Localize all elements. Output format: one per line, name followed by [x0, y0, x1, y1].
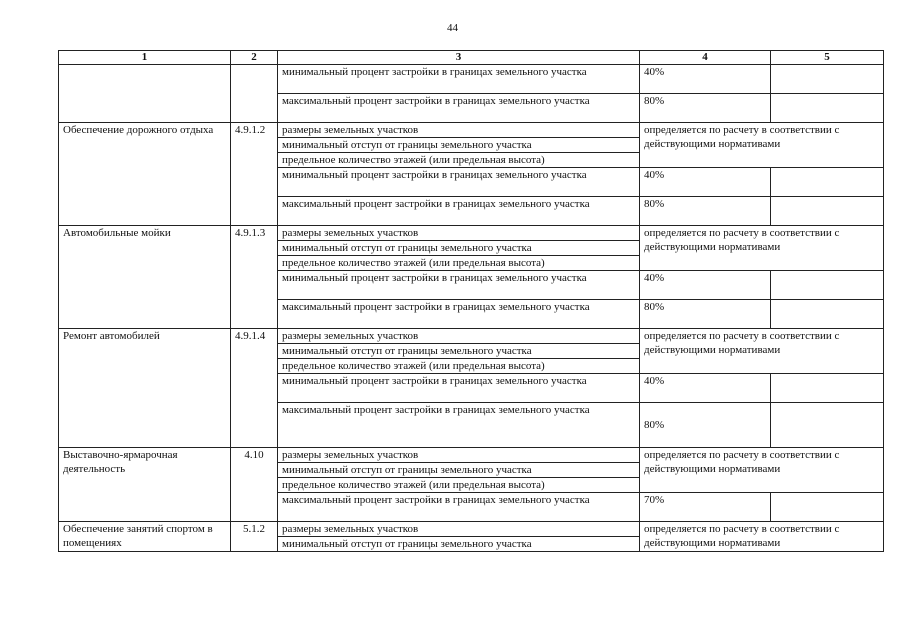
- note-cell: определяется по расчету в соответствии с действующими нормативами: [640, 123, 884, 168]
- empty-cell: [771, 374, 884, 403]
- param-cell: минимальный процент застройки в границах земельного участка: [278, 271, 640, 300]
- use-code-cell: 4.10: [231, 448, 278, 522]
- empty-cell: [771, 168, 884, 197]
- header-cell-3: 3: [278, 51, 640, 65]
- header-cell-2: 2: [231, 51, 278, 65]
- value-cell: 80%: [640, 403, 771, 448]
- param-cell: размеры земельных участков: [278, 448, 640, 463]
- value-cell: 80%: [640, 300, 771, 329]
- value-cell: 40%: [640, 374, 771, 403]
- empty-cell: [771, 493, 884, 522]
- param-cell: минимальный отступ от границы земельного участка: [278, 344, 640, 359]
- param-cell: предельное количество этажей (или предельная высота): [278, 256, 640, 271]
- param-cell: минимальный процент застройки в границах земельного участка: [278, 374, 640, 403]
- use-code-cell: [231, 65, 278, 123]
- table-row: [59, 226, 884, 241]
- page-number: 44: [447, 22, 458, 34]
- table-row: [59, 329, 884, 344]
- regulations-table: [58, 50, 884, 552]
- param-cell: максимальный процент застройки в границах земельного участка: [278, 403, 640, 448]
- use-name-cell: Обеспечение дорожного отдыха: [59, 123, 231, 226]
- param-cell: минимальный отступ от границы земельного участка: [278, 463, 640, 478]
- param-cell: размеры земельных участков: [278, 226, 640, 241]
- use-name-cell: [59, 65, 231, 123]
- param-cell: предельное количество этажей (или предельная высота): [278, 478, 640, 493]
- note-cell: определяется по расчету в соответствии с действующими нормативами: [640, 329, 884, 374]
- use-name-cell: Обеспечение занятий спортом в помещениях: [59, 522, 231, 552]
- empty-cell: [771, 403, 884, 448]
- param-cell: максимальный процент застройки в границах земельного участка: [278, 94, 640, 123]
- value-cell: 40%: [640, 65, 771, 94]
- use-name-cell: Автомобильные мойки: [59, 226, 231, 329]
- param-cell: минимальный отступ от границы земельного участка: [278, 241, 640, 256]
- note-cell: определяется по расчету в соответствии с действующими нормативами: [640, 448, 884, 493]
- param-cell: минимальный процент застройки в границах земельного участка: [278, 65, 640, 94]
- use-code-cell: 5.1.2: [231, 522, 278, 552]
- header-row: [59, 51, 884, 65]
- header-cell-4: 4: [640, 51, 771, 65]
- param-cell: предельное количество этажей (или предельная высота): [278, 359, 640, 374]
- use-name-cell: Выставочно-ярмарочная деятельность: [59, 448, 231, 522]
- use-code-cell: 4.9.1.4: [231, 329, 278, 448]
- empty-cell: [771, 197, 884, 226]
- empty-cell: [771, 94, 884, 123]
- table-row: [59, 65, 884, 94]
- param-cell: размеры земельных участков: [278, 123, 640, 138]
- param-cell: размеры земельных участков: [278, 329, 640, 344]
- empty-cell: [771, 271, 884, 300]
- table-row: [59, 448, 884, 463]
- header-cell-5: 5: [771, 51, 884, 65]
- use-code-cell: 4.9.1.3: [231, 226, 278, 329]
- param-cell: размеры земельных участков: [278, 522, 640, 537]
- value-cell: 70%: [640, 493, 771, 522]
- header-cell-1: 1: [59, 51, 231, 65]
- value-cell: 40%: [640, 168, 771, 197]
- param-cell: максимальный процент застройки в границах земельного участка: [278, 300, 640, 329]
- param-cell: минимальный процент застройки в границах земельного участка: [278, 168, 640, 197]
- use-code-cell: 4.9.1.2: [231, 123, 278, 226]
- param-cell: максимальный процент застройки в границах земельного участка: [278, 197, 640, 226]
- value-cell: 40%: [640, 271, 771, 300]
- param-cell: максимальный процент застройки в границах земельного участка: [278, 493, 640, 522]
- table-row: [59, 123, 884, 138]
- param-cell: минимальный отступ от границы земельного участка: [278, 138, 640, 153]
- param-cell: минимальный отступ от границы земельного участка: [278, 537, 640, 552]
- value-cell: 80%: [640, 197, 771, 226]
- table-row: [59, 522, 884, 537]
- value-cell: 80%: [640, 94, 771, 123]
- param-cell: предельное количество этажей (или предельная высота): [278, 153, 640, 168]
- note-cell: определяется по расчету в соответствии с действующими нормативами: [640, 522, 884, 552]
- use-name-cell: Ремонт автомобилей: [59, 329, 231, 448]
- empty-cell: [771, 300, 884, 329]
- empty-cell: [771, 65, 884, 94]
- note-cell: определяется по расчету в соответствии с действующими нормативами: [640, 226, 884, 271]
